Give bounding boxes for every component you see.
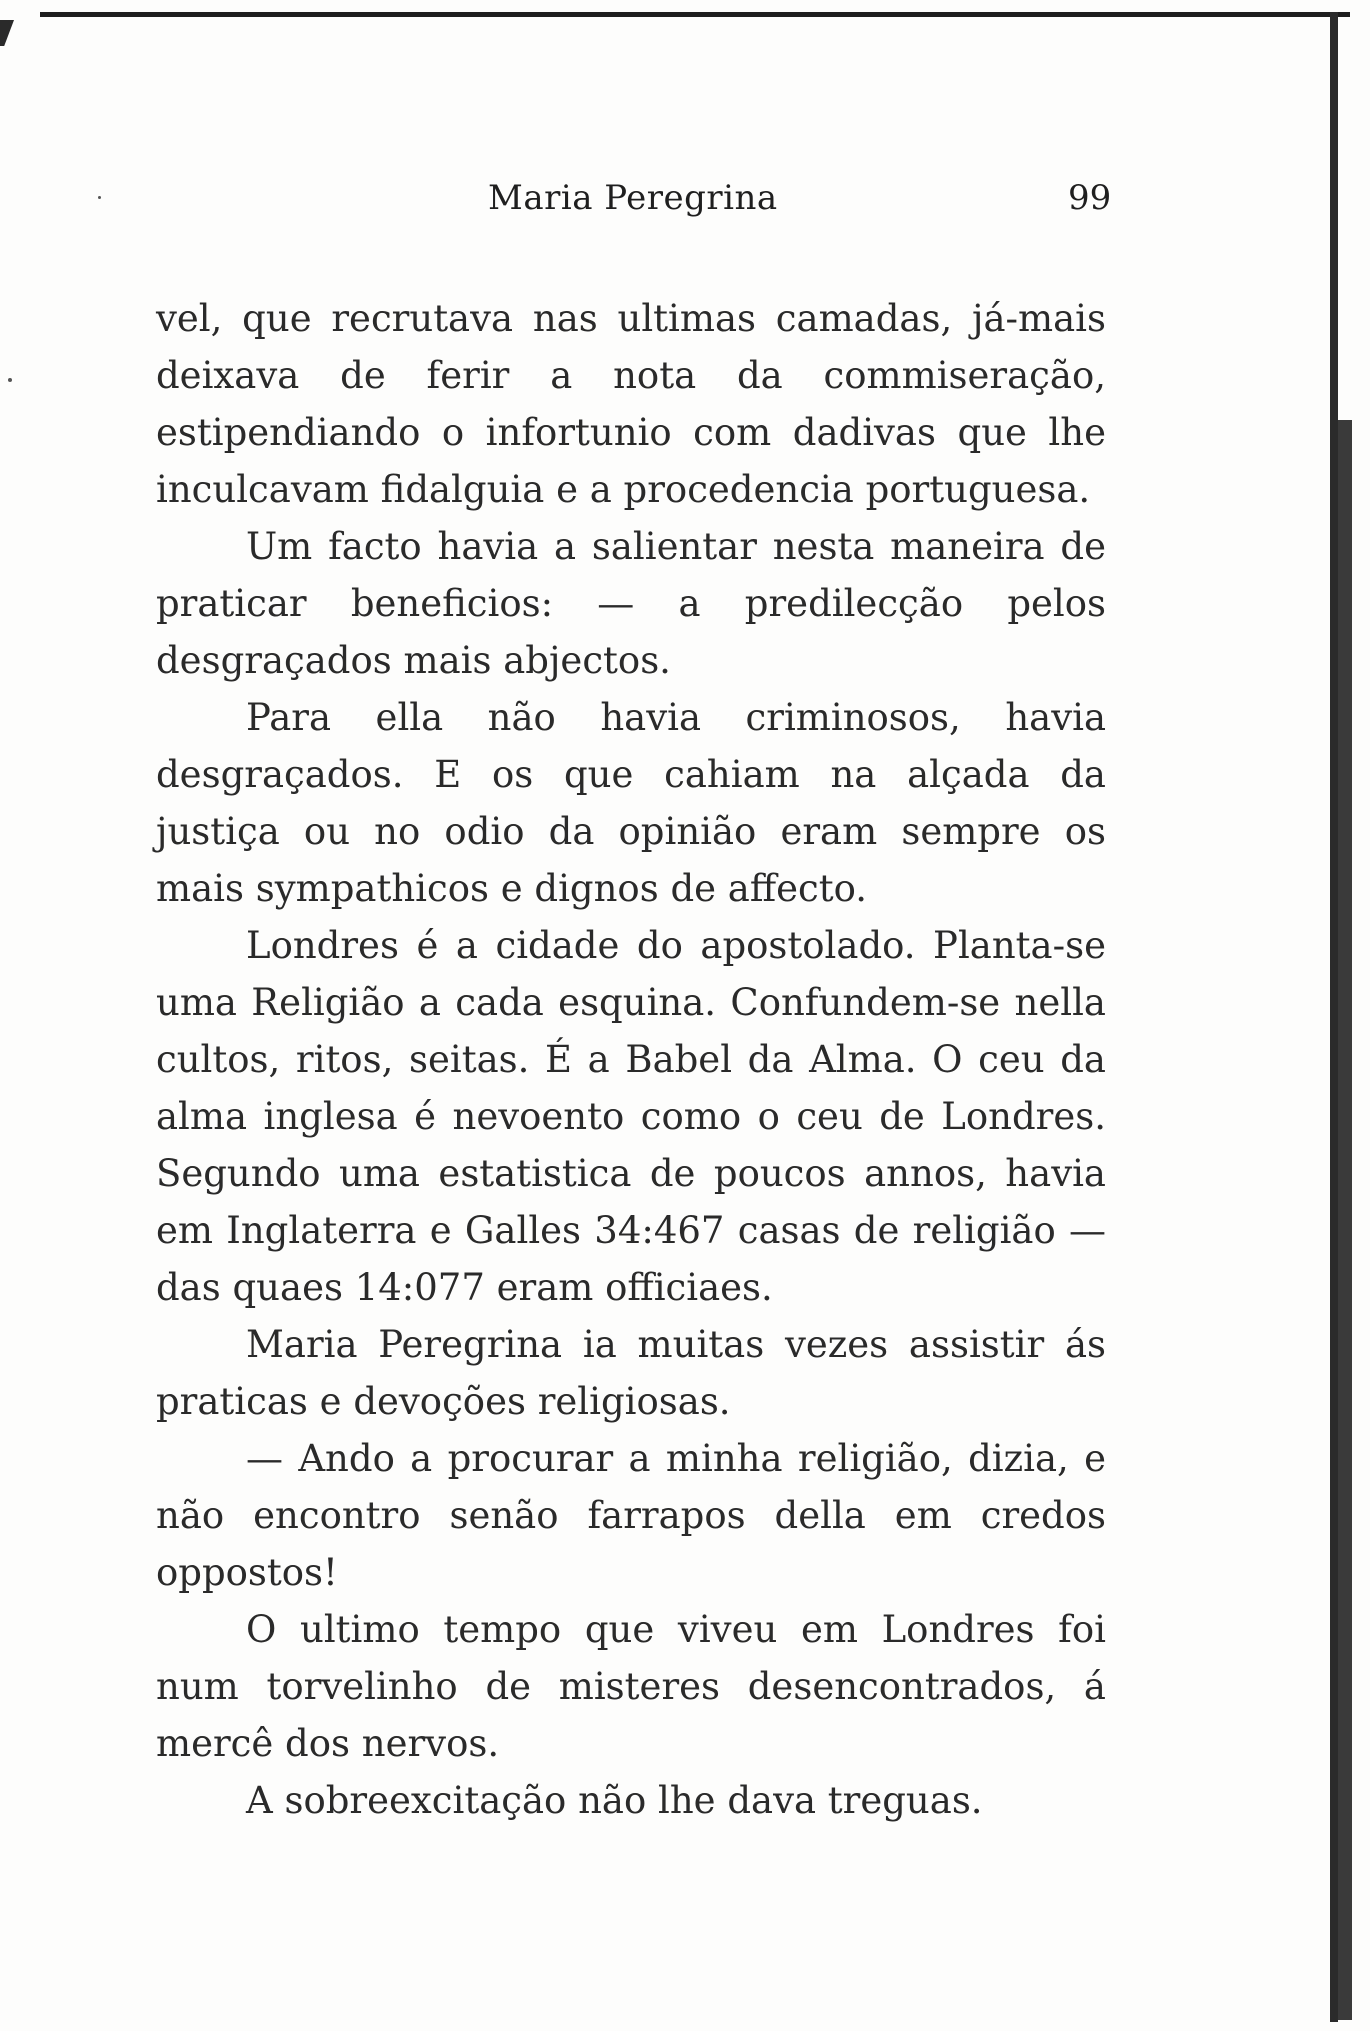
running-head-title: Maria Peregrina	[488, 178, 778, 218]
page-number: 99	[1068, 178, 1112, 218]
paragraph-6: — Ando a procurar a minha religião, dizia, e não encontro senão farrapos della em credos oppostos!	[156, 1437, 1106, 1594]
scan-right-edge	[1330, 12, 1338, 2022]
scan-right-shadow	[1338, 420, 1352, 2020]
paragraph-8: A sobreexcitação não lhe dava treguas.	[246, 1779, 983, 1822]
scan-corner-mark	[0, 20, 14, 46]
running-head	[0, 178, 1370, 228]
paragraph-3: Para ella não havia criminosos, havia desgraçados. E os que cahiam na alçada da justiça ou no odio da opinião eram sempre os mais sympathicos e dignos de affecto.	[156, 696, 1106, 910]
paragraph-1: vel, que recrutava nas ultimas camadas, já-mais deixava de ferir a nota da commiseração, estipendiando o infortunio com dadivas que lhe inculcavam fidalguia e a procedencia portuguesa.	[156, 297, 1106, 511]
paragraph-2: Um facto havia a salientar nesta maneira de praticar beneficios: — a predilecção pelos desgraçados mais abjectos.	[156, 525, 1106, 682]
paragraph-4: Londres é a cidade do apostolado. Planta-se uma Religião a cada esquina. Confundem-se nella cultos, ritos, seitas. É a Babel da Alma. O ceu da alma inglesa é nevoento como o ceu de Londres. Segundo uma estatistica de poucos annos, havia em Inglaterra e Galles 34:467 casas de religião — das quaes 14:077 eram officiaes.	[156, 924, 1106, 1309]
body-text	[156, 290, 1106, 1829]
paragraph-5: Maria Peregrina ia muitas vezes assistir ás praticas e devoções religiosas.	[156, 1323, 1106, 1423]
paragraph-7: O ultimo tempo que viveu em Londres foi num torvelinho de misteres desencontrados, á mercê dos nervos.	[156, 1608, 1106, 1765]
scan-speck	[8, 378, 12, 382]
scan-top-edge	[40, 12, 1350, 17]
